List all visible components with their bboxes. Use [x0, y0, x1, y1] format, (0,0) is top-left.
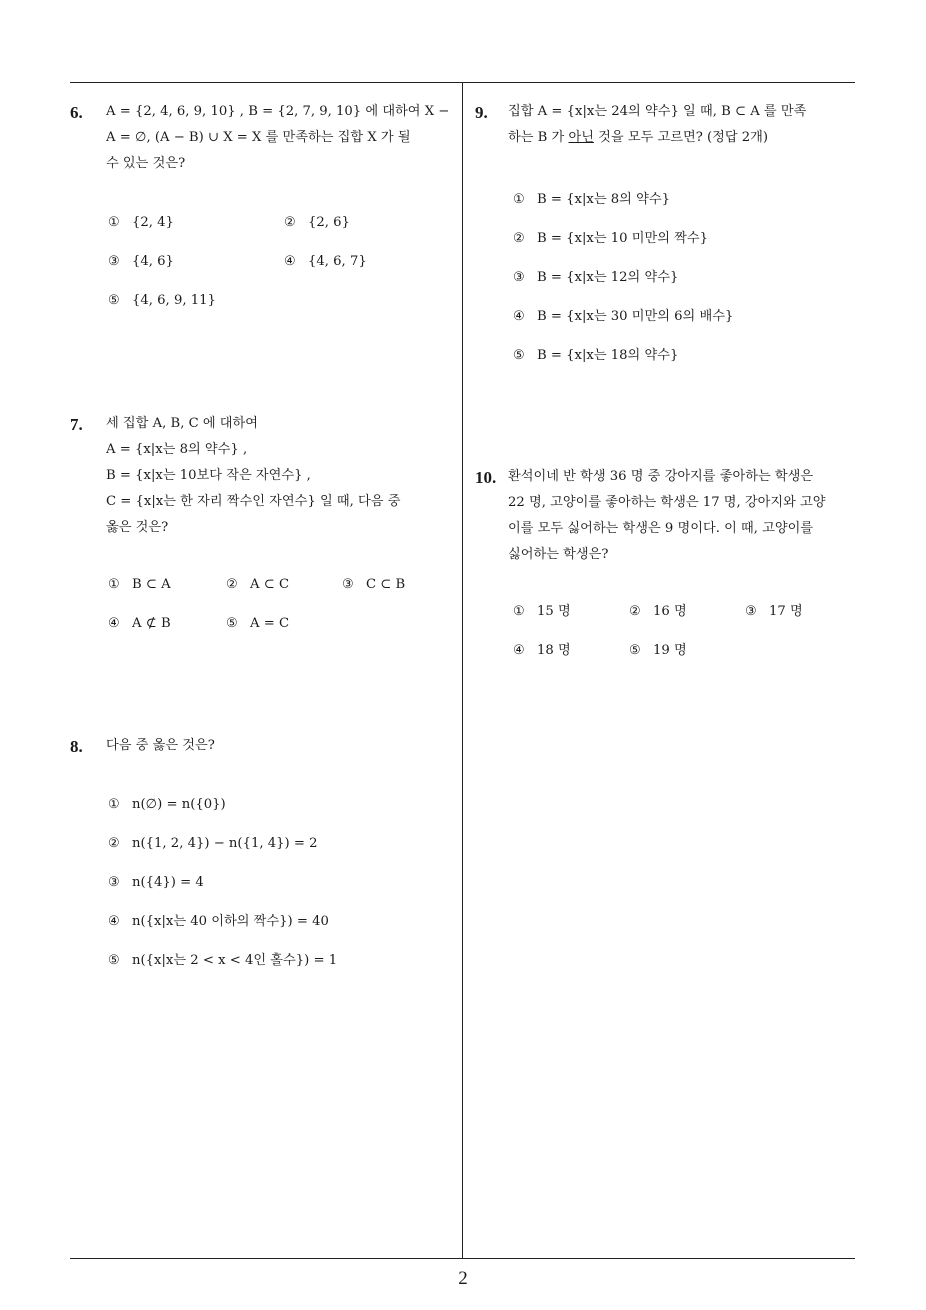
- underlined-negation: 아닌: [568, 130, 594, 145]
- question-number: 8.: [70, 737, 83, 756]
- choice-1[interactable]: [108, 795, 226, 815]
- bottom-rule: [70, 1258, 855, 1259]
- column-divider: [462, 82, 463, 1258]
- choice-marker: ②: [226, 577, 238, 592]
- choice-4[interactable]: [513, 641, 571, 661]
- question-line-part: 것을 모두 고르면? (정답 2개): [593, 130, 769, 145]
- question-text: [106, 411, 400, 541]
- choice-text: A ⊂ C: [250, 577, 290, 592]
- choice-text: {4, 6, 7}: [308, 254, 367, 269]
- choice-text: B = {x|x는 30 미만의 6의 배수}: [537, 309, 734, 324]
- choice-1[interactable]: [513, 602, 571, 622]
- choice-5[interactable]: [629, 641, 687, 661]
- choice-4[interactable]: [108, 614, 171, 634]
- question-text: [106, 99, 449, 177]
- choice-text: B = {x|x는 18의 약수}: [537, 348, 679, 363]
- choice-text: B = {x|x는 12의 약수}: [537, 270, 679, 285]
- choice-marker: ②: [284, 215, 296, 230]
- question-number: 10.: [475, 468, 497, 487]
- choice-5[interactable]: [513, 346, 678, 366]
- choice-marker: ①: [513, 192, 525, 207]
- choice-marker: ③: [108, 875, 120, 890]
- question-number: 9.: [475, 103, 488, 122]
- question-line: 세 집합 A, B, C 에 대하여: [106, 416, 259, 431]
- question-9: [475, 103, 860, 373]
- question-line: 싫어하는 학생은?: [508, 547, 609, 562]
- choice-5[interactable]: [226, 614, 289, 634]
- choice-3[interactable]: [108, 873, 204, 893]
- choice-marker: ⑤: [226, 616, 238, 631]
- question-8: [70, 737, 455, 977]
- choice-marker: ①: [513, 604, 525, 619]
- choice-text: n({4}) = 4: [132, 875, 204, 890]
- question-text: [508, 99, 806, 151]
- choice-marker: ④: [108, 616, 120, 631]
- choice-text: n({1, 2, 4}) − n({1, 4}) = 2: [132, 836, 318, 851]
- question-line: A = ∅, (A − B) ∪ X = X 를 만족하는 집합 X 가 될: [106, 130, 411, 145]
- choice-4[interactable]: [284, 252, 367, 272]
- choice-2[interactable]: [284, 213, 350, 233]
- choice-4[interactable]: [513, 307, 733, 327]
- choice-text: 15 명: [537, 604, 571, 619]
- question-line: 옳은 것은?: [106, 520, 169, 535]
- choice-marker: ⑤: [513, 348, 525, 363]
- choice-marker: ②: [629, 604, 641, 619]
- choice-3[interactable]: [342, 575, 405, 595]
- question-line: 집합 A = {x|x는 24의 약수} 일 때, B ⊂ A 를 만족: [508, 104, 807, 119]
- choice-marker: ③: [108, 254, 120, 269]
- question-line: 이를 모두 싫어하는 학생은 9 명이다. 이 때, 고양이를: [508, 521, 814, 536]
- choice-1[interactable]: [513, 190, 670, 210]
- choice-marker: ①: [108, 797, 120, 812]
- choice-text: A ⊄ B: [132, 616, 171, 631]
- choice-text: {2, 4}: [132, 215, 174, 230]
- choice-marker: ①: [108, 577, 120, 592]
- question-6: [70, 103, 455, 323]
- choice-marker: ④: [513, 643, 525, 658]
- choice-3[interactable]: [513, 268, 678, 288]
- question-7: [70, 415, 455, 645]
- choice-marker: ⑤: [108, 293, 120, 308]
- question-line: 수 있는 것은?: [106, 156, 186, 171]
- choice-text: {2, 6}: [308, 215, 350, 230]
- choice-2[interactable]: [108, 834, 318, 854]
- choice-2[interactable]: [629, 602, 687, 622]
- question-line: A = {2, 4, 6, 9, 10} , B = {2, 7, 9, 10} 에 대하여 X −: [106, 104, 450, 119]
- question-line-part: 하는 B 가: [508, 130, 569, 145]
- choice-marker: ④: [284, 254, 296, 269]
- question-number: 6.: [70, 103, 83, 122]
- choice-text: C ⊂ B: [366, 577, 406, 592]
- choice-marker: ④: [108, 914, 120, 929]
- question-text: [508, 464, 826, 568]
- choice-marker: ⑤: [629, 643, 641, 658]
- choice-marker: ①: [108, 215, 120, 230]
- choice-2[interactable]: [513, 229, 708, 249]
- question-line: 다음 중 옳은 것은?: [106, 738, 215, 753]
- choice-marker: ③: [745, 604, 757, 619]
- choice-text: B = {x|x는 8의 약수}: [537, 192, 670, 207]
- choice-1[interactable]: [108, 575, 171, 595]
- choice-text: B = {x|x는 10 미만의 짝수}: [537, 231, 709, 246]
- choice-marker: ②: [108, 836, 120, 851]
- choice-text: {4, 6, 9, 11}: [132, 293, 216, 308]
- question-line: 환석이네 반 학생 36 명 중 강아지를 좋아하는 학생은: [508, 469, 814, 484]
- question-line: B = {x|x는 10보다 작은 자연수} ,: [106, 468, 311, 483]
- page-number: 2: [458, 1268, 468, 1289]
- question-line: 22 명, 고양이를 좋아하는 학생은 17 명, 강아지와 고양: [508, 495, 826, 510]
- choice-2[interactable]: [226, 575, 289, 595]
- choice-5[interactable]: [108, 291, 216, 311]
- choice-marker: ④: [513, 309, 525, 324]
- choice-text: B ⊂ A: [132, 577, 171, 592]
- question-text: [106, 733, 215, 759]
- choice-5[interactable]: [108, 951, 337, 971]
- question-line: A = {x|x는 8의 약수} ,: [106, 442, 248, 457]
- choice-text: 16 명: [653, 604, 687, 619]
- choice-text: {4, 6}: [132, 254, 174, 269]
- choice-3[interactable]: [108, 252, 174, 272]
- choice-marker: ②: [513, 231, 525, 246]
- choice-text: n(∅) = n({0}): [132, 797, 226, 812]
- question-line: C = {x|x는 한 자리 짝수인 자연수} 일 때, 다음 중: [106, 494, 401, 509]
- choice-marker: ③: [513, 270, 525, 285]
- choice-text: n({x|x는 40 이하의 짝수}) = 40: [132, 914, 329, 929]
- choice-1[interactable]: [108, 213, 174, 233]
- question-line: [508, 125, 806, 151]
- question-10: [475, 468, 860, 668]
- choice-text: 18 명: [537, 643, 571, 658]
- choice-4[interactable]: [108, 912, 329, 932]
- choice-3[interactable]: [745, 602, 803, 622]
- choice-text: 17 명: [769, 604, 803, 619]
- question-number: 7.: [70, 415, 83, 434]
- choice-text: 19 명: [653, 643, 687, 658]
- choice-text: A = C: [250, 616, 290, 631]
- choice-text: n({x|x는 2 < x < 4인 홀수}) = 1: [132, 953, 338, 968]
- choice-marker: ③: [342, 577, 354, 592]
- choice-marker: ⑤: [108, 953, 120, 968]
